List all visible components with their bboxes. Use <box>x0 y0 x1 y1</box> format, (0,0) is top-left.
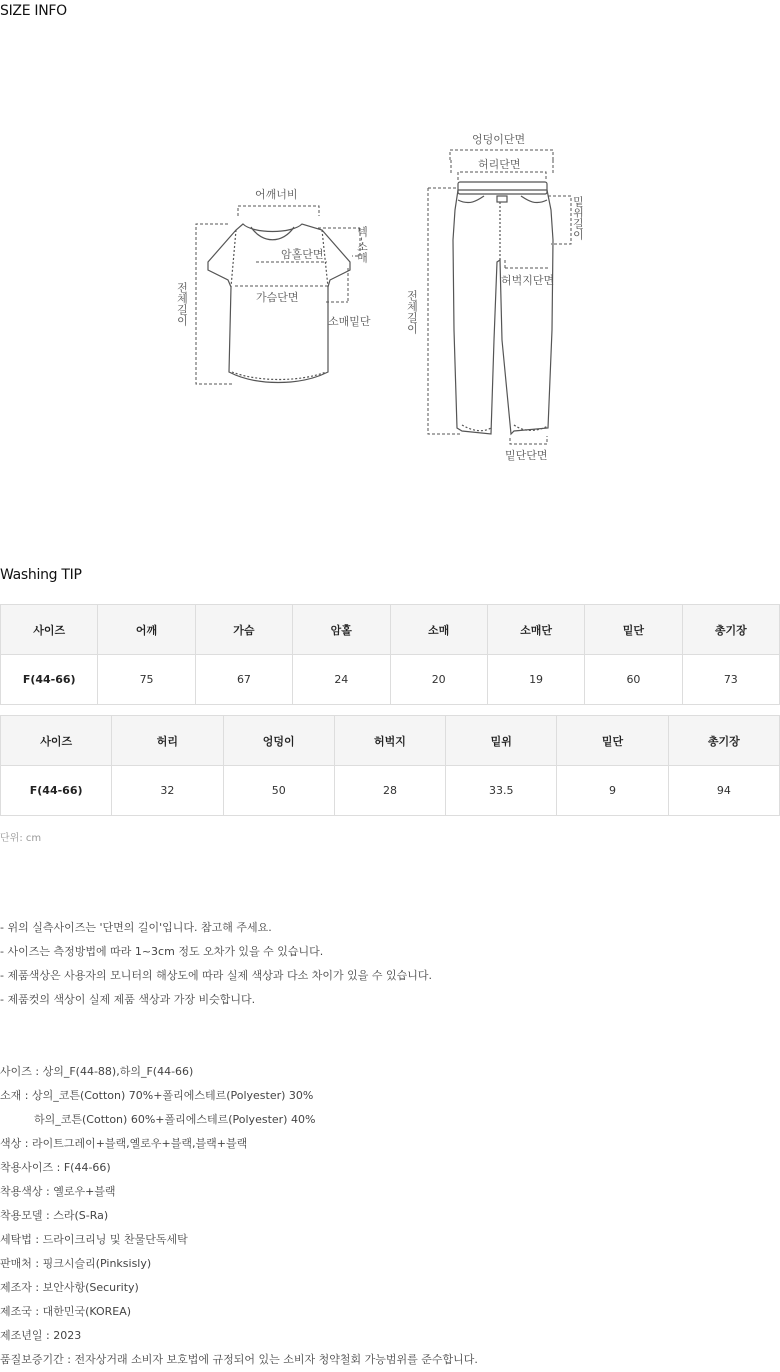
table-cell: 20 <box>390 655 487 705</box>
table-cell: F(44-66) <box>1 655 98 705</box>
note-line: - 제품컷의 색상이 실제 제품 색상과 가장 비슷합니다. <box>0 993 256 1006</box>
note-line: - 사이즈는 측정방법에 따라 1~3cm 정도 오차가 있을 수 있습니다. <box>0 945 324 958</box>
table-header-cell: 암홀 <box>293 605 390 655</box>
table-cell: 60 <box>585 655 682 705</box>
spec-line: 착용사이즈 : F(44-66) <box>0 1161 111 1174</box>
label-waist: 허리단면 <box>478 158 521 171</box>
table-header-cell: 사이즈 <box>1 716 112 766</box>
spec-line: 소재 : 상의_코튼(Cotton) 70%+폴리에스테르(Polyester) 30% <box>0 1089 314 1102</box>
note-line: - 제품색상은 사용자의 모니터의 해상도에 따라 실제 색상과 다소 차이가 있을 수 있습니다. <box>0 969 432 982</box>
notes-list <box>0 916 432 1012</box>
spec-line: 색상 : 라이트그레이+블랙,옐로우+블랙,블랙+블랙 <box>0 1137 248 1150</box>
spec-line: 하의_코튼(Cotton) 60%+폴리에스테르(Polyester) 40% <box>34 1113 316 1126</box>
table-header-cell: 엉덩이 <box>223 716 334 766</box>
table-header-cell: 밑단 <box>585 605 682 655</box>
label-rise: 밑위길이 <box>571 196 585 240</box>
spec-line: 사이즈 : 상의_F(44-88),하의_F(44-66) <box>0 1065 194 1078</box>
table-header-cell: 총기장 <box>668 716 779 766</box>
top-size-table <box>0 604 780 705</box>
table-cell: 75 <box>98 655 195 705</box>
table-row <box>1 655 780 705</box>
label-neck-sleeve: 넥-소매 <box>355 226 369 263</box>
table-header-cell: 밑단 <box>557 716 668 766</box>
table-cell: 73 <box>682 655 779 705</box>
table-header-cell: 소매 <box>390 605 487 655</box>
label-thigh: 허벅지단면 <box>501 274 555 287</box>
spec-line: 착용색상 : 옐로우+블랙 <box>0 1185 116 1198</box>
spec-line: 세탁법 : 드라이크리닝 및 찬물단독세탁 <box>0 1233 188 1246</box>
table-header-cell: 총기장 <box>682 605 779 655</box>
table-cell: 24 <box>293 655 390 705</box>
spec-line: 제조자 : 보안사항(Security) <box>0 1281 139 1294</box>
spec-line: 판매처 : 핑크시슬리(Pinksisly) <box>0 1257 152 1270</box>
table-header-row <box>1 605 780 655</box>
spec-line: 제조년일 : 2023 <box>0 1329 82 1342</box>
unit-note: 단위: cm <box>0 833 42 844</box>
table-header-cell: 어깨 <box>98 605 195 655</box>
size-diagram <box>0 120 780 480</box>
table-cell: 33.5 <box>446 766 557 816</box>
label-chest: 가슴단면 <box>256 291 299 304</box>
size-info-title: SIZE INFO <box>0 3 67 19</box>
label-sleeve-hem: 소매밑단 <box>328 315 371 328</box>
label-pants-length: 전체길이 <box>405 290 419 334</box>
note-line: - 위의 실측사이즈는 '단면의 길이'입니다. 참고해 주세요. <box>0 921 272 934</box>
table-header-cell: 허리 <box>112 716 223 766</box>
label-armhole: 암홀단면 <box>281 248 324 261</box>
table-cell: 28 <box>334 766 445 816</box>
table-header-cell: 허벅지 <box>334 716 445 766</box>
washing-tip-title: Washing TIP <box>0 567 82 583</box>
table-cell: 67 <box>195 655 292 705</box>
spec-line: 품질보증기간 : 전자상거래 소비자 보호법에 규정되어 있는 소비자 청약철회 가능범위를 준수합니다. <box>0 1353 478 1366</box>
table-cell: 32 <box>112 766 223 816</box>
table-cell: 94 <box>668 766 779 816</box>
table-header-cell: 가슴 <box>195 605 292 655</box>
table-header-cell: 소매단 <box>487 605 584 655</box>
spec-line: 제조국 : 대한민국(KOREA) <box>0 1305 132 1318</box>
spec-line: 착용모델 : 스라(S-Ra) <box>0 1209 109 1222</box>
table-cell: F(44-66) <box>1 766 112 816</box>
label-hip: 엉덩이단면 <box>472 133 526 146</box>
label-shoulder: 어깨너비 <box>255 188 298 201</box>
product-specs <box>0 1060 478 1372</box>
bottom-size-table <box>0 715 780 816</box>
label-hem: 밑단단면 <box>505 449 548 462</box>
pants-illustration <box>453 182 553 434</box>
table-cell: 50 <box>223 766 334 816</box>
table-cell: 9 <box>557 766 668 816</box>
table-row <box>1 766 780 816</box>
table-header-cell: 밑위 <box>446 716 557 766</box>
table-cell: 19 <box>487 655 584 705</box>
label-top-length: 전체길이 <box>175 282 189 326</box>
table-header-cell: 사이즈 <box>1 605 98 655</box>
table-header-row <box>1 716 780 766</box>
